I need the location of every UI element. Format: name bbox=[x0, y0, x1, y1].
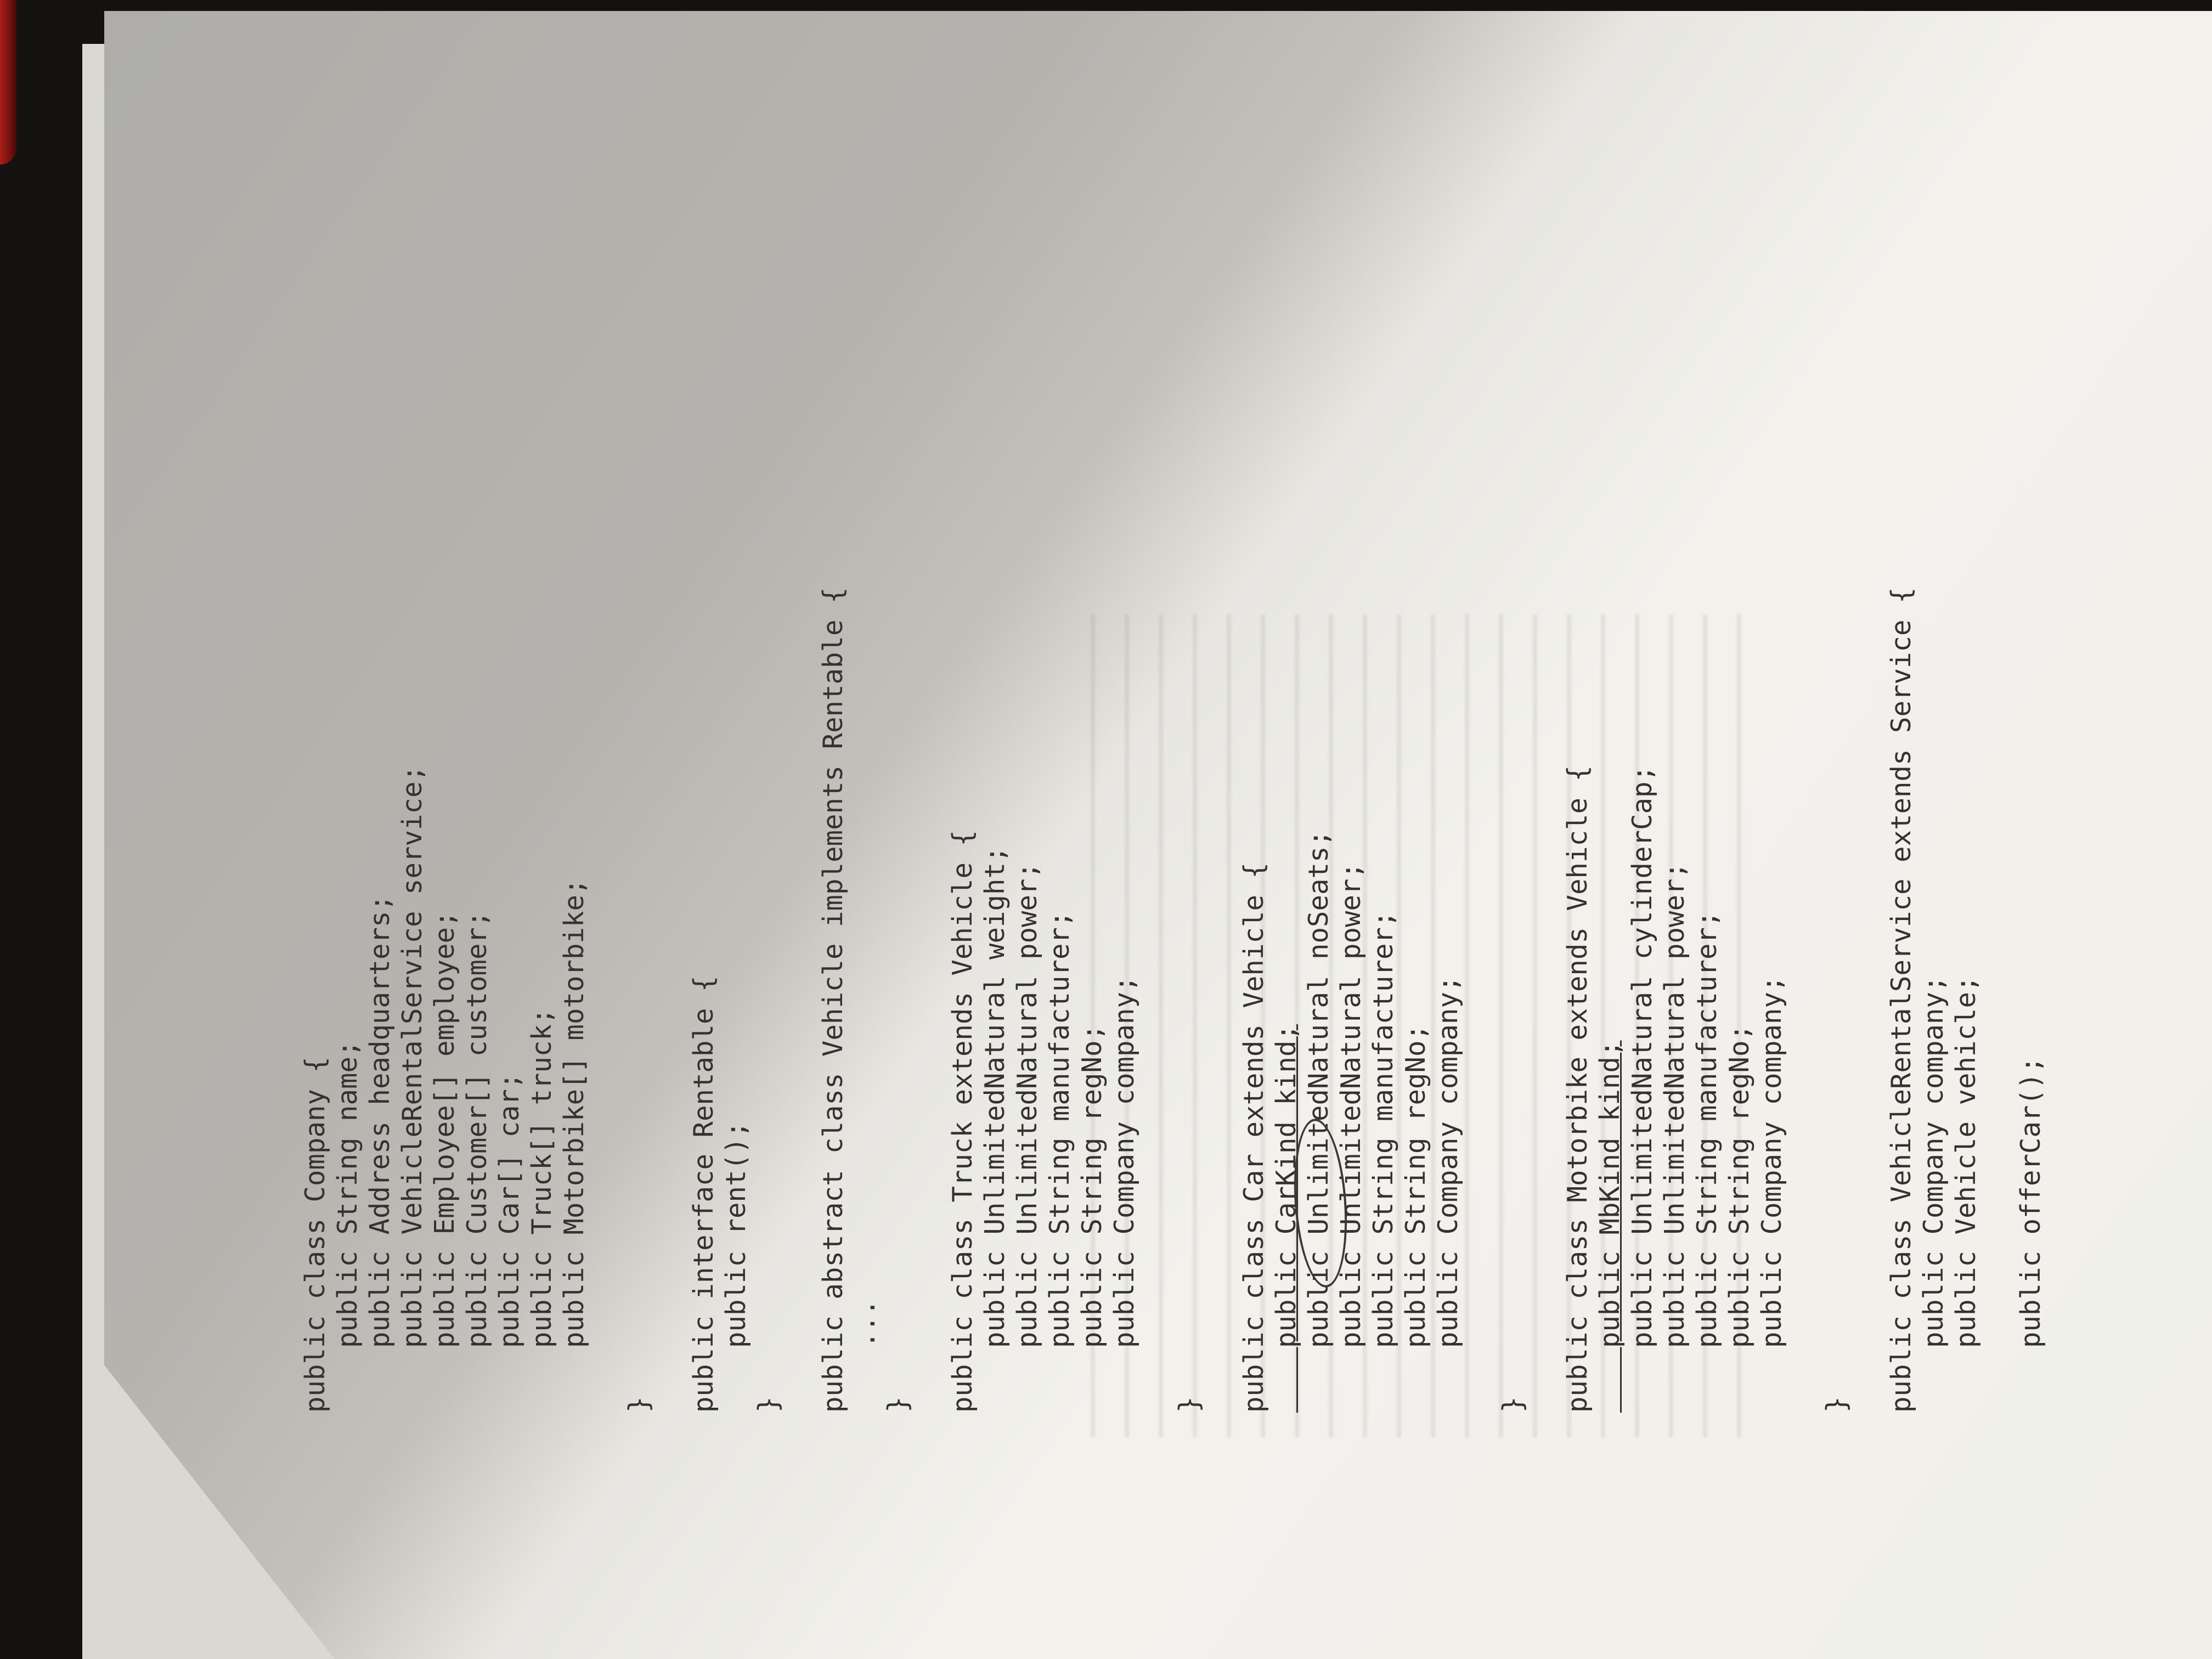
code-line: public UnlimitedNatural weight; bbox=[979, 846, 1011, 1413]
code-line: public Company company; bbox=[1918, 975, 1949, 1413]
blank-line bbox=[1529, 0, 1561, 1413]
code-line: public String regNo; bbox=[1076, 1024, 1108, 1413]
code-line: public class Motorbike extends Vehicle { bbox=[1562, 765, 1593, 1413]
code-line: public class Company { bbox=[300, 1056, 331, 1413]
code-line: public UnlimitedNatural noSeats; bbox=[1303, 830, 1334, 1413]
code-line: public Company company; bbox=[1109, 975, 1140, 1413]
code-line: public Motorbike[] motorbike; bbox=[558, 878, 590, 1413]
rotated-code-area bbox=[299, 0, 2047, 1413]
code-line: public class Truck extends Vehicle { bbox=[947, 830, 978, 1413]
code-line: public Truck[] truck; bbox=[526, 1008, 557, 1413]
blank-line bbox=[1205, 0, 1238, 1413]
code-line: public UnlimitedNatural cylinderCap; bbox=[1627, 765, 1658, 1413]
code-line: public String manufacturer; bbox=[1691, 911, 1723, 1413]
code-line: public CarKind kind; bbox=[1271, 1024, 1302, 1413]
code-line: public String manufacturer; bbox=[1044, 911, 1075, 1413]
blank-line bbox=[914, 0, 946, 1413]
blank-line bbox=[1982, 0, 2015, 1413]
code-line: public Address headquarters; bbox=[364, 894, 396, 1413]
blank-line bbox=[655, 0, 687, 1413]
blank-line bbox=[1853, 0, 1885, 1413]
code-line: public interface Rentable { bbox=[688, 975, 719, 1413]
code-line: public Car[] car; bbox=[494, 1073, 525, 1413]
code-line: public String manufacturer; bbox=[1368, 911, 1399, 1413]
red-object-edge bbox=[0, 0, 16, 165]
code-line: } bbox=[882, 1396, 913, 1413]
code-line: public String name; bbox=[332, 1040, 363, 1413]
code-line: } bbox=[1173, 1396, 1205, 1413]
code-line: public UnlimitedNatural power; bbox=[1012, 862, 1043, 1413]
blank-line bbox=[1464, 0, 1497, 1413]
code-line: public Employee[] employee; bbox=[429, 911, 460, 1413]
code-line: public abstract class Vehicle implements Rentable { bbox=[817, 587, 849, 1413]
code-line: } bbox=[623, 1396, 654, 1413]
code-line: public class Car extends Vehicle { bbox=[1238, 862, 1269, 1413]
code-line: public rent(); bbox=[720, 1121, 752, 1413]
code-line: } bbox=[753, 1396, 784, 1413]
code-listing bbox=[299, 0, 2047, 1413]
blank-line bbox=[590, 0, 623, 1413]
blank-line bbox=[1788, 0, 1820, 1413]
code-line: public String regNo; bbox=[1400, 1024, 1431, 1413]
code-line: ... bbox=[850, 1299, 881, 1413]
code-line: } bbox=[1497, 1396, 1528, 1413]
code-line: public Vehicle vehicle; bbox=[1950, 975, 1982, 1413]
code-line: public String regNo; bbox=[1724, 1024, 1755, 1413]
code-line: public MbKind kind; bbox=[1594, 1040, 1626, 1413]
code-line: public UnlimitedNatural power; bbox=[1659, 862, 1690, 1413]
code-line: public UnlimitedNatural power; bbox=[1335, 862, 1367, 1413]
code-line: public Customer[] customer; bbox=[461, 911, 493, 1413]
code-line: public offerCar(); bbox=[2015, 1056, 2046, 1413]
code-line: public class VehicleRentalService extends Service { bbox=[1886, 587, 1917, 1413]
code-line: public Company company; bbox=[1756, 975, 1787, 1413]
code-line: public VehicleRentalService service; bbox=[397, 765, 428, 1413]
blank-line bbox=[785, 0, 817, 1413]
blank-line bbox=[1141, 0, 1173, 1413]
code-line: public Company company; bbox=[1432, 975, 1464, 1413]
code-line: } bbox=[1821, 1396, 1852, 1413]
